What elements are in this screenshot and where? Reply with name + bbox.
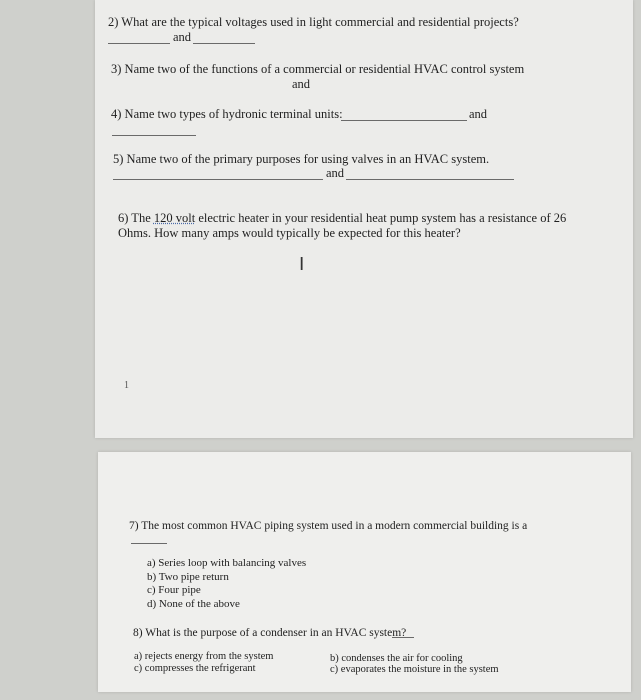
- page-number: 1: [124, 380, 129, 391]
- q8-option-d[interactable]: c) evaporates the moisture in the system: [330, 664, 499, 675]
- and-label-q3: and: [292, 77, 311, 91]
- q7-option-d[interactable]: d) None of the above: [147, 598, 240, 610]
- answer-blank-q8[interactable]: [392, 637, 414, 638]
- and-label-q5: and: [326, 166, 345, 180]
- answer-blank-q4-a[interactable]: [341, 120, 467, 121]
- answer-blank-q4-b[interactable]: [112, 135, 196, 136]
- question-6-line-2: Ohms. How many amps would typically be expected for this heater?: [118, 226, 461, 240]
- question-6-prefix: 6) The: [118, 211, 154, 225]
- q7-option-c[interactable]: c) Four pipe: [147, 584, 201, 596]
- answer-blank-q2-a[interactable]: [108, 43, 170, 44]
- answer-blank-q7[interactable]: [131, 543, 167, 544]
- question-6-rest: electric heater in your residential heat pump system has a resistance of 26: [195, 211, 567, 225]
- question-8: 8) What is the purpose of a condenser in an HVAC system?: [133, 627, 407, 639]
- answer-blank-q5-a[interactable]: [113, 179, 323, 180]
- question-5: 5) Name two of the primary purposes for using valves in an HVAC system.: [113, 152, 490, 166]
- question-7: 7) The most common HVAC piping system used in a modern commercial building is a: [129, 520, 528, 532]
- question-4: 4) Name two types of hydronic terminal units:: [111, 107, 343, 121]
- and-label-q4: and: [469, 107, 488, 121]
- question-2: 2) What are the typical voltages used in light commercial and residential projects?: [108, 15, 519, 29]
- answer-blank-q5-b[interactable]: [346, 179, 514, 180]
- question-3: 3) Name two of the functions of a commercial or residential HVAC control system: [111, 62, 525, 76]
- q8-option-b[interactable]: b) condenses the air for cooling: [330, 653, 463, 664]
- and-label-q2: and: [173, 30, 192, 44]
- q7-option-a[interactable]: a) Series loop with balancing valves: [147, 557, 307, 569]
- question-6: [118, 211, 566, 226]
- q7-option-b[interactable]: b) Two pipe return: [147, 571, 229, 583]
- text-cursor-icon: I: [299, 254, 305, 275]
- q8-option-a[interactable]: a) rejects energy from the system: [134, 651, 274, 662]
- q8-option-c[interactable]: c) compresses the refrigerant: [134, 663, 256, 674]
- answer-blank-q2-b[interactable]: [193, 43, 255, 44]
- spellcheck-term: 120 volt: [153, 211, 196, 225]
